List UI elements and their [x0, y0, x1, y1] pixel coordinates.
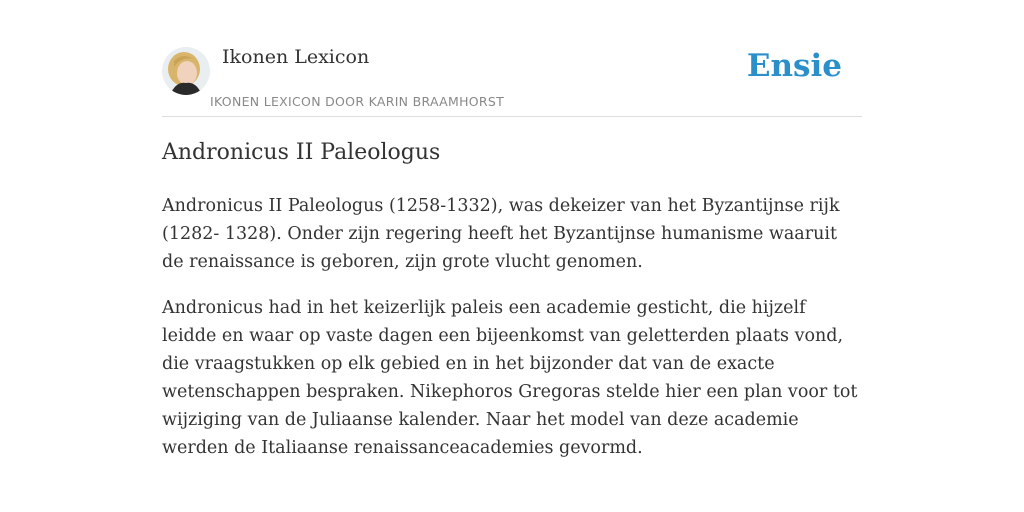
- page-title: Andronicus II Paleologus: [162, 140, 441, 165]
- article-body: [162, 192, 862, 480]
- paragraph: Andronicus II Paleologus (1258-1332), was dekeizer van het Byzantijnse rijk (1282- 1328). Onder zijn regering heeft het Byzantijnse humanisme waaruit de renaissance is geboren, zijn grote vlucht genomen.: [162, 196, 840, 272]
- lexicon-subtitle: IKONEN LEXICON DOOR KARIN BRAAMHORST: [210, 94, 505, 109]
- avatar-image: [162, 47, 210, 95]
- lexicon-name[interactable]: Ikonen Lexicon: [222, 46, 370, 68]
- author-avatar[interactable]: [162, 47, 210, 95]
- header: [162, 44, 862, 117]
- paragraph: Andronicus had in het keizerlijk paleis een academie gesticht, die hijzelf leidde en waar op vaste dagen een bijeenkomst van geletterden plaats vond, die vraagstukken op elk gebied en in het bijzonder dat van de exacte wetenschappen bespraken. Nikephoros Gregoras stelde hier een plan voor tot wijziging van de Juliaanse kalender. Naar het model van deze academie werden de Italiaanse renaissanceacademies gevormd.: [162, 298, 858, 458]
- ensie-logo[interactable]: Ensie: [746, 48, 842, 84]
